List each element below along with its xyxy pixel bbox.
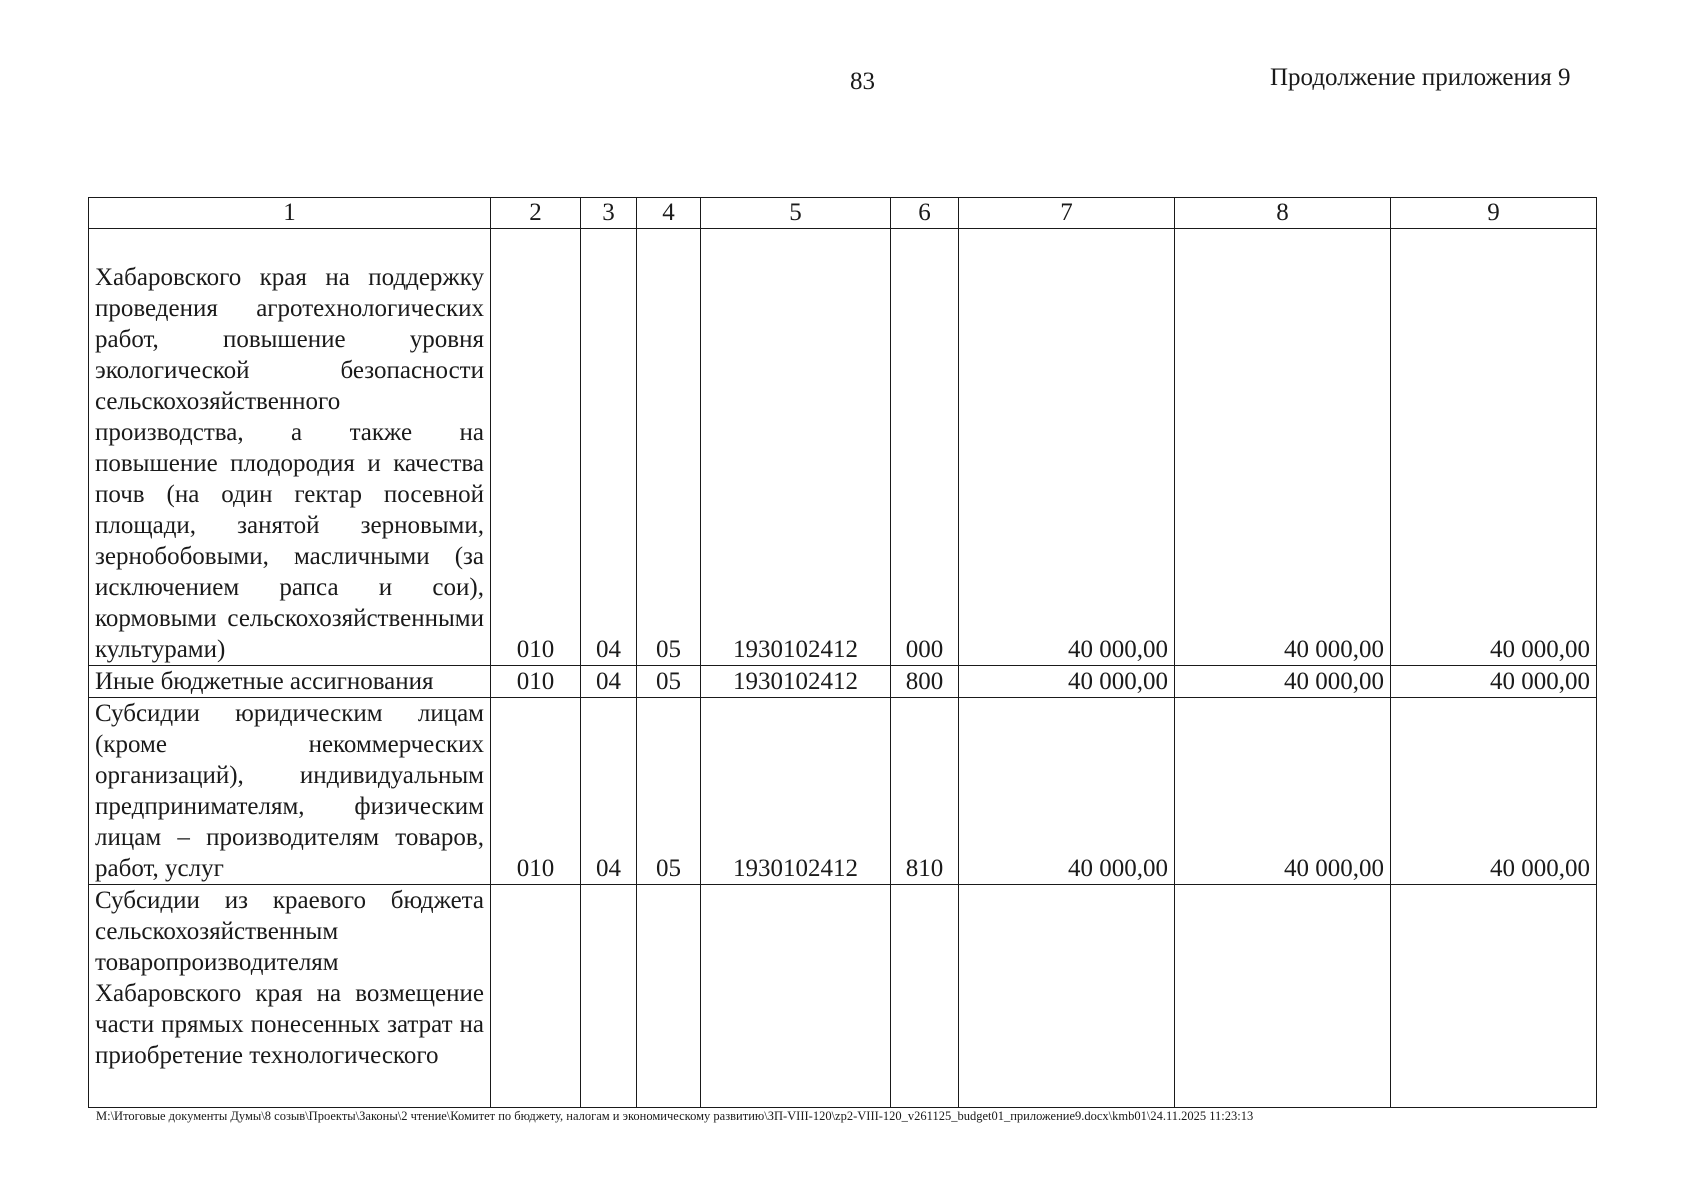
table-row bbox=[89, 885, 1597, 1108]
row-amount-col8: 40 000,00 bbox=[1175, 666, 1391, 698]
row-ministry-code: 010 bbox=[491, 666, 581, 698]
row-subsection-code: 05 bbox=[637, 229, 701, 666]
column-header: 4 bbox=[637, 198, 701, 229]
row-amount-col9: 40 000,00 bbox=[1391, 229, 1597, 666]
row-amount-col9: 40 000,00 bbox=[1391, 698, 1597, 885]
row-section-code: 04 bbox=[581, 698, 637, 885]
page-number: 83 bbox=[850, 68, 875, 95]
row-amount-col9 bbox=[1391, 885, 1597, 1108]
column-header: 3 bbox=[581, 198, 637, 229]
row-target-article-code: 1930102412 bbox=[701, 666, 891, 698]
table-row bbox=[89, 229, 1597, 666]
row-ministry-code: 010 bbox=[491, 698, 581, 885]
column-header: 8 bbox=[1175, 198, 1391, 229]
row-amount-col8: 40 000,00 bbox=[1175, 698, 1391, 885]
row-description: Иные бюджетные ассигнования bbox=[89, 666, 491, 698]
column-header: 6 bbox=[891, 198, 959, 229]
row-expense-type-code: 000 bbox=[891, 229, 959, 666]
row-target-article-code bbox=[701, 885, 891, 1108]
row-amount-col7 bbox=[959, 885, 1175, 1108]
row-ministry-code: 010 bbox=[491, 229, 581, 666]
row-expense-type-code bbox=[891, 885, 959, 1108]
column-header: 1 bbox=[89, 198, 491, 229]
row-description: Хабаровского края на поддержку проведения агротехнологических работ, повышение уровня экологической безопасности сельскохозяйственного производства, а также на повышение плодородия и качества почв (на один гектар посевной площади, занятой зерновыми, зернобобовыми, масличными (за исключением рапса и сои), кормовыми сельскохозяйственными культурами) bbox=[89, 229, 491, 666]
row-expense-type-code: 800 bbox=[891, 666, 959, 698]
row-expense-type-code: 810 bbox=[891, 698, 959, 885]
column-header: 7 bbox=[959, 198, 1175, 229]
table-row bbox=[89, 698, 1597, 885]
row-description: Субсидии юридическим лицам (кроме некоммерческих организаций), индивидуальным предпринимателям, физическим лицам – производителям товаров, работ, услуг bbox=[89, 698, 491, 885]
row-ministry-code bbox=[491, 885, 581, 1108]
row-amount-col7: 40 000,00 bbox=[959, 229, 1175, 666]
table-header-row bbox=[89, 198, 1597, 229]
row-section-code: 04 bbox=[581, 229, 637, 666]
row-target-article-code: 1930102412 bbox=[701, 229, 891, 666]
budget-table bbox=[88, 197, 1597, 1108]
appendix-continuation-label: Продолжение приложения 9 bbox=[1270, 64, 1571, 91]
row-subsection-code bbox=[637, 885, 701, 1108]
column-header: 2 bbox=[491, 198, 581, 229]
row-amount-col7: 40 000,00 bbox=[959, 698, 1175, 885]
table-row bbox=[89, 666, 1597, 698]
column-header: 9 bbox=[1391, 198, 1597, 229]
row-amount-col8 bbox=[1175, 885, 1391, 1108]
row-target-article-code: 1930102412 bbox=[701, 698, 891, 885]
row-amount-col7: 40 000,00 bbox=[959, 666, 1175, 698]
row-section-code bbox=[581, 885, 637, 1108]
row-section-code: 04 bbox=[581, 666, 637, 698]
row-subsection-code: 05 bbox=[637, 666, 701, 698]
row-amount-col9: 40 000,00 bbox=[1391, 666, 1597, 698]
document-file-path: М:\Итоговые документы Думы\8 созыв\Проекты\Законы\2 чтение\Комитет по бюджету, налогам и экономическому развитию\ЗП-VIII-120\zp2-VIII-120_v261125_budget01_приложение9.docx\kmb01\24.11.2025 11:23:13 bbox=[96, 1109, 1254, 1123]
row-description: Субсидии из краевого бюджета сельскохозяйственным товаропроизводителям Хабаровского края на возмещение части прямых понесенных затрат на приобретение технологического bbox=[89, 885, 491, 1108]
row-subsection-code: 05 bbox=[637, 698, 701, 885]
column-header: 5 bbox=[701, 198, 891, 229]
row-amount-col8: 40 000,00 bbox=[1175, 229, 1391, 666]
